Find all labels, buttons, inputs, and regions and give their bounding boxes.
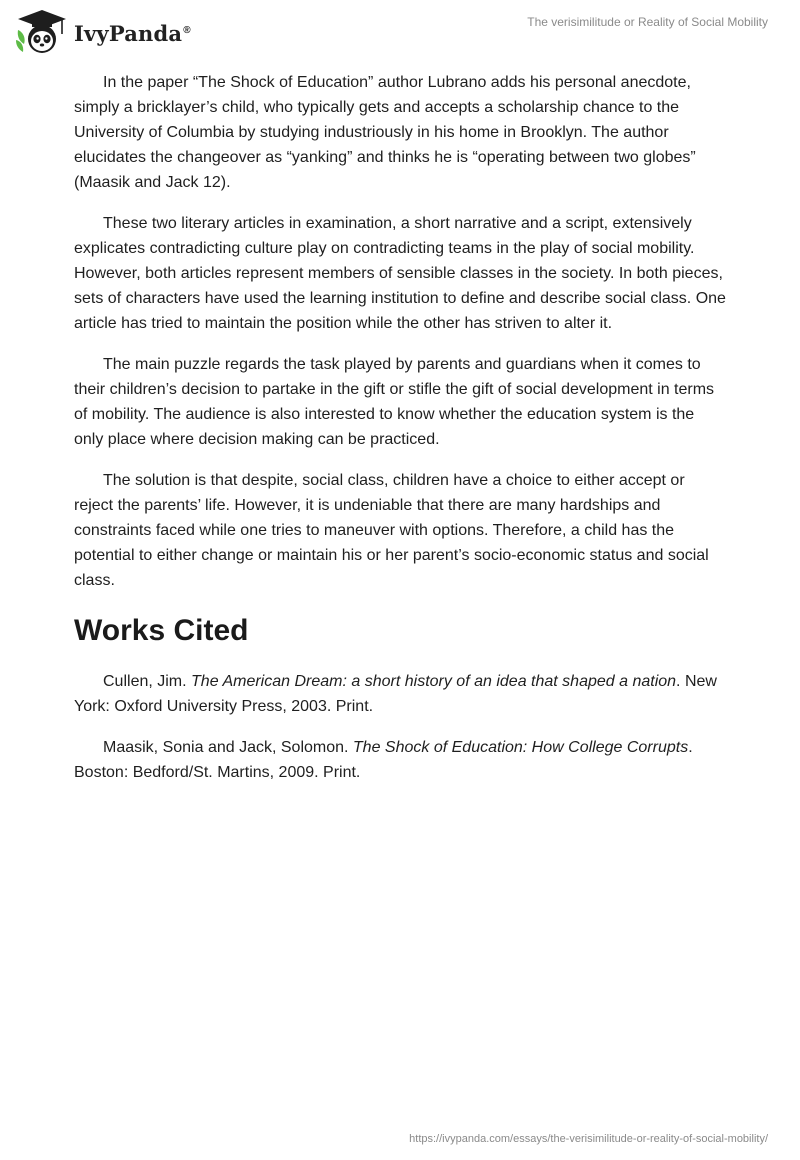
source-url[interactable]: https://ivypanda.com/essays/the-verisimilitude-or-reality-of-social-mobility/	[409, 1133, 768, 1145]
paragraph: In the paper “The Shock of Education” author Lubrano adds his personal anecdote, simply a bricklayer’s child, who typically gets and accepts a scholarship chance to the University of Columbia by studying industriously in his home in Brooklyn. The author elucidates the changeover as “yanking” and thinks he is “operating between two globes” (Maasik and Jack 12).	[74, 74, 696, 191]
paragraph: The main puzzle regards the task played by parents and guardians when it comes to their children’s decision to partake in the gift or stifle the gift of social development in terms of mobility. The audience is also interested to know whether the education system is the only place where decision making can be practiced.	[74, 356, 715, 448]
essay-content	[74, 70, 726, 801]
citation-entry: Maasik, Sonia and Jack, Solomon. The Shock of Education: How College Corrupts. Boston: Bedford/St. Martins, 2009. Print.	[74, 739, 693, 781]
page-header	[0, 0, 800, 60]
panda-graduate-icon	[14, 8, 70, 56]
works-cited-heading: Works Cited	[74, 614, 249, 647]
logo-text: IvyPanda®	[74, 20, 191, 46]
citation-entry: Cullen, Jim. The American Dream: a short history of an idea that shaped a nation. New York: Oxford University Press, 2003. Print.	[74, 673, 717, 715]
ivypanda-logo[interactable]	[14, 8, 191, 56]
document-title: The verisimilitude or Reality of Social Mobility	[527, 15, 768, 29]
paragraph: The solution is that despite, social class, children have a choice to either accept or reject the parents’ life. However, it is undeniable that there are many hardships and constraints faced while one tries to maneuver with options. Therefore, a child has the potential to either change or maintain his or her parent’s socio-economic status and social class.	[74, 472, 709, 589]
paragraph: These two literary articles in examination, a short narrative and a script, extensively explicates contradicting culture play on contradicting teams in the play of social mobility. However, both articles represent members of sensible classes in the society. In both pieces, sets of characters have used the learning institution to define and describe social class. One article has tried to maintain the position while the other has striven to alter it.	[74, 215, 726, 332]
